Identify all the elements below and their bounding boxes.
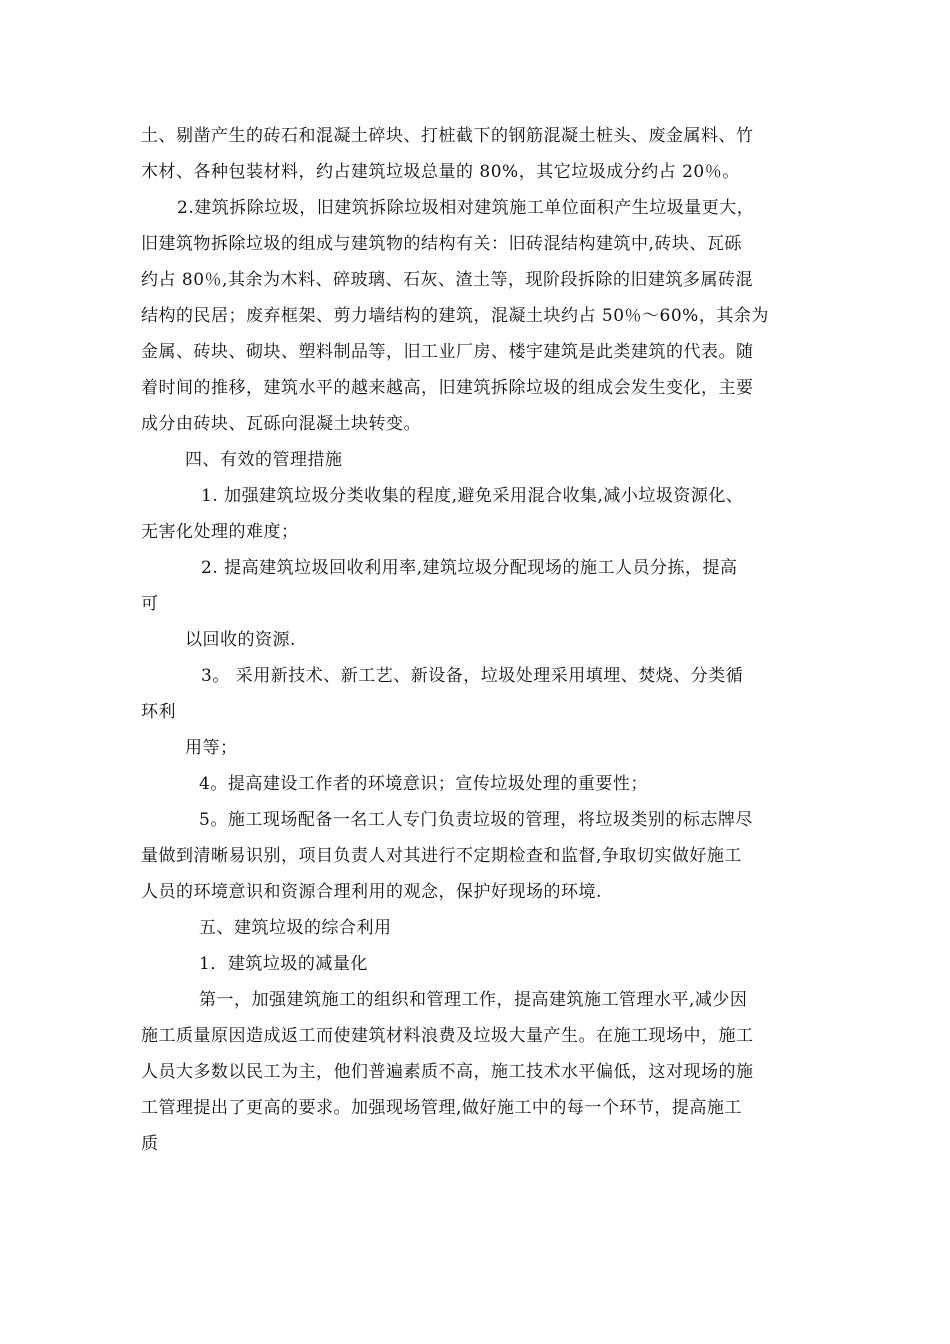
text-line: 可 [141,594,159,614]
text-line: 约占 80％,其余为木料、碎玻璃、石灰、渣土等，现阶段拆除的旧建筑多属砖混 [141,270,753,290]
text-line: 结构的民居；废弃框架、剪力墙结构的建筑，混凝土块约占 50％～60%，其余为 [141,306,769,326]
text-line: 2.建筑拆除垃圾，旧建筑拆除垃圾相对建筑施工单位面积产生垃圾量更大， [177,198,755,218]
text-line: 第一，加强建筑施工的组织和管理工作，提高建筑施工管理水平,减少因 [199,990,748,1010]
text-line: 用等； [185,738,238,758]
text-line: 2. 提高建筑垃圾回收利用率,建筑垃圾分配现场的施工人员分拣，提高 [201,558,738,578]
text-line: 4。提高建设工作者的环境意识；宣传垃圾处理的重要性； [199,774,648,794]
text-line: 以回收的资源. [185,630,296,650]
subsection-heading: 1．建筑垃圾的减量化 [199,954,368,974]
text-line: 3。 采用新技术、新工艺、新设备，垃圾处理采用填埋、焚烧、分类循 [201,666,744,686]
text-line: 人员的环境意识和资源合理利用的观念，保护好现场的环境. [141,882,602,902]
text-line: 无害化处理的难度； [141,522,299,542]
text-line: 金属、砖块、砌块、塑料制品等，旧工业厂房、楼宇建筑是此类建筑的代表。随 [141,342,754,362]
text-line: 旧建筑物拆除垃圾的组成与建筑物的结构有关：旧砖混结构建筑中,砖块、瓦砾 [141,234,742,254]
text-line: 1. 加强建筑垃圾分类收集的程度,避免采用混合收集,减小垃圾资源化、 [201,486,744,506]
text-line: 着时间的推移，建筑水平的越来越高，旧建筑拆除垃圾的组成会发生变化，主要 [141,378,754,398]
text-line: 量做到清晰易识别，项目负责人对其进行不定期检查和监督,争取切实做好施工 [141,846,742,866]
text-line: 人员大多数以民工为主，他们普遍素质不高，施工技术水平偏低，这对现场的施 [141,1062,754,1082]
text-line: 土、剔凿产生的砖石和混凝土碎块、打桩截下的钢筋混凝土桩头、废金属料、竹 [141,126,754,146]
text-line: 质 [141,1134,159,1154]
section-heading: 五、建筑垃圾的综合利用 [199,918,392,938]
text-line: 成分由砖块、瓦砾向混凝土块转变。 [141,414,421,434]
text-line: 木材、各种包装材料，约占建筑垃圾总量的 80%，其它垃圾成分约占 20％。 [141,162,740,182]
document-body [141,118,811,1162]
text-line: 工管理提出了更高的要求。加强现场管理,做好施工中的每一个环节，提高施工 [141,1098,742,1118]
section-heading: 四、有效的管理措施 [185,450,343,470]
text-line: 施工质量原因造成返工而使建筑材料浪费及垃圾大量产生。在施工现场中，施工 [141,1026,754,1046]
text-line: 5。施工现场配备一名工人专门负责垃圾的管理，将垃圾类别的标志牌尽 [199,810,753,830]
text-line: 环利 [141,702,176,722]
